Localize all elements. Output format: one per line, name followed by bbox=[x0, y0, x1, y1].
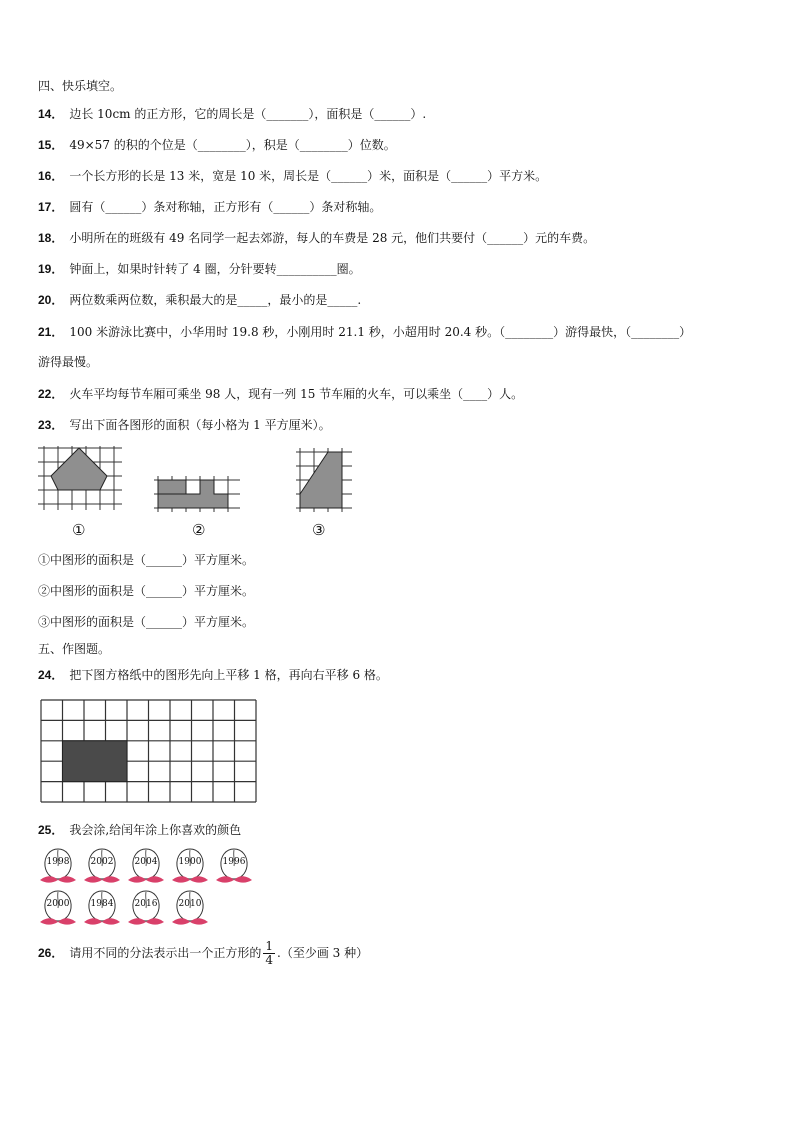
peach-item[interactable] bbox=[126, 888, 166, 928]
question-25 bbox=[38, 822, 241, 838]
peach-year: 2002 bbox=[90, 857, 114, 867]
peach-item[interactable] bbox=[82, 888, 122, 928]
section-4-title: 四、快乐填空。 bbox=[38, 79, 123, 93]
peach-item[interactable] bbox=[82, 846, 122, 886]
peach-year: 1996 bbox=[222, 857, 246, 867]
peach-year: 2004 bbox=[134, 857, 158, 867]
peach-row-2 bbox=[38, 888, 210, 928]
question-number: 23． bbox=[38, 418, 64, 432]
question-number: 22． bbox=[38, 387, 64, 401]
fraction bbox=[263, 940, 275, 967]
figure-1-shape bbox=[51, 448, 107, 490]
question-17 bbox=[38, 199, 381, 215]
question-number: 15． bbox=[38, 138, 64, 152]
figure-3-answer: ③中图形的面积是（______）平方厘米。 bbox=[38, 615, 255, 629]
peach-row-1 bbox=[38, 846, 254, 886]
figure-1-answer: ①中图形的面积是（______）平方厘米。 bbox=[38, 553, 255, 567]
fraction-numerator: 1 bbox=[265, 939, 274, 953]
question-14 bbox=[38, 106, 426, 122]
figure-1-grid bbox=[38, 446, 122, 514]
question-number: 18． bbox=[38, 231, 64, 245]
translation-shape bbox=[63, 741, 128, 782]
question-text: 小明所在的班级有 49 名同学一起去郊游，每人的车费是 28 元，他们共要付（______）元的车费。 bbox=[69, 231, 596, 245]
question-number: 21． bbox=[38, 325, 64, 339]
peach-item[interactable] bbox=[126, 846, 166, 886]
question-text-after: .（至少画 3 种） bbox=[277, 946, 369, 960]
question-21 bbox=[38, 324, 691, 340]
translation-grid bbox=[40, 699, 258, 803]
question-number: 19． bbox=[38, 262, 64, 276]
question-18 bbox=[38, 230, 595, 246]
peach-item[interactable] bbox=[214, 846, 254, 886]
peach-year: 1998 bbox=[46, 857, 70, 867]
peach-year: 2010 bbox=[178, 899, 202, 909]
figure-1-label: ① bbox=[72, 521, 86, 539]
question-number: 16． bbox=[38, 169, 64, 183]
peach-item[interactable] bbox=[38, 846, 78, 886]
peach-year: 1984 bbox=[90, 899, 114, 909]
question-number: 24． bbox=[38, 668, 64, 682]
question-number: 25． bbox=[38, 823, 64, 837]
question-text: 一个长方形的长是 13 米，宽是 10 米，周长是（______）米，面积是（______）平方米。 bbox=[69, 169, 548, 183]
question-text: 请用不同的分法表示出一个正方形的 bbox=[69, 946, 262, 960]
question-text: 49×57 的积的个位是（________），积是（________）位数。 bbox=[69, 138, 396, 152]
figure-2-grid bbox=[154, 476, 240, 514]
peach-year: 2000 bbox=[46, 899, 70, 909]
question-text: 钟面上，如果时针转了 4 圈，分针要转__________圈。 bbox=[69, 262, 361, 276]
figure-2-answer: ②中图形的面积是（______）平方厘米。 bbox=[38, 584, 255, 598]
question-text: 100 米游泳比赛中，小华用时 19.8 秒，小刚用时 21.1 秒，小超用时 20.4 秒。（________）游得最快，（________） bbox=[69, 325, 692, 339]
fraction-denominator: 4 bbox=[265, 953, 274, 967]
question-number: 20． bbox=[38, 293, 64, 307]
question-26 bbox=[38, 938, 368, 968]
question-text: 边长 10cm 的正方形，它的周长是（_______），面积是（______）. bbox=[69, 107, 427, 121]
question-24 bbox=[38, 667, 388, 683]
question-21-continued: 游得最慢。 bbox=[38, 355, 99, 369]
peach-item[interactable] bbox=[170, 846, 210, 886]
question-text: 写出下面各图形的面积（每小格为 1 平方厘米）。 bbox=[69, 418, 331, 432]
question-text: 圆有（______）条对称轴，正方形有（______）条对称轴。 bbox=[69, 200, 382, 214]
question-15 bbox=[38, 137, 396, 153]
peach-item[interactable] bbox=[170, 888, 210, 928]
peach-year: 2016 bbox=[134, 899, 158, 909]
section-5-title: 五、作图题。 bbox=[38, 642, 111, 656]
peach-year: 1900 bbox=[178, 857, 202, 867]
question-text: 火车平均每节车厢可乘坐 98 人，现有一列 15 节车厢的火车，可以乘坐（____）人。 bbox=[69, 387, 524, 401]
question-text: 把下图方格纸中的图形先向上平移 1 格，再向右平移 6 格。 bbox=[69, 668, 388, 682]
figure-3-grid bbox=[296, 448, 352, 514]
figure-3-label: ③ bbox=[312, 521, 326, 539]
peach-item[interactable] bbox=[38, 888, 78, 928]
figure-2-label: ② bbox=[192, 521, 206, 539]
question-23 bbox=[38, 417, 331, 433]
question-text: 我会涂,给闰年涂上你喜欢的颜色 bbox=[69, 823, 242, 837]
question-20 bbox=[38, 292, 361, 308]
question-19 bbox=[38, 261, 361, 277]
question-number: 17． bbox=[38, 200, 64, 214]
question-number: 14． bbox=[38, 107, 64, 121]
question-text: 两位数乘两位数，乘积最大的是_____，最小的是_____. bbox=[69, 293, 362, 307]
question-number: 26． bbox=[38, 946, 64, 960]
question-22 bbox=[38, 386, 523, 402]
question-16 bbox=[38, 168, 547, 184]
